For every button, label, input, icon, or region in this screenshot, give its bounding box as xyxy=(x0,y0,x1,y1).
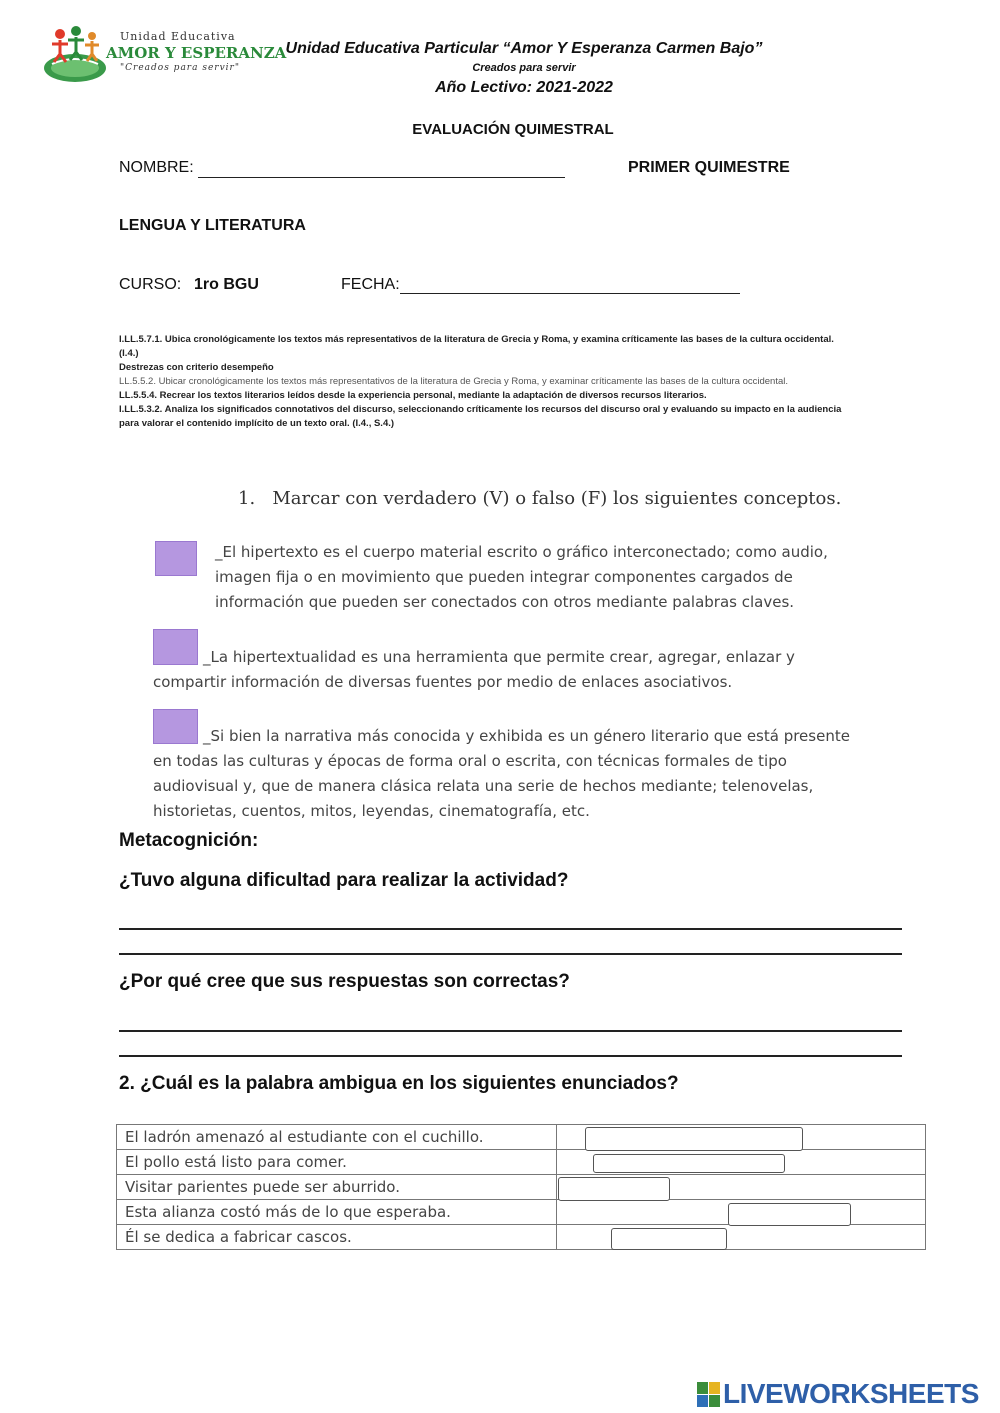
table-row xyxy=(117,1150,926,1175)
criteria-block xyxy=(119,333,909,431)
answer-input-1[interactable] xyxy=(585,1127,803,1151)
item-line: audiovisual y, que de manera clásica relata una serie de hechos mediante; telenovelas, xyxy=(153,777,814,795)
school-name: Unidad Educativa Particular “Amor Y Esperanza Carmen Bajo” xyxy=(285,40,763,57)
criteria-line: LL.5.5.4. Recrear los textos literarios leídos desde la experiencia personal, mediante la adaptación de diversos recursos literarios. xyxy=(119,390,707,401)
name-field[interactable] xyxy=(198,177,565,178)
logo-line-3: "Creados para servir" xyxy=(120,63,240,73)
date-field[interactable] xyxy=(400,293,740,294)
table-row xyxy=(117,1175,926,1200)
question-1-title: 1. Marcar con verdadero (V) o falso (F) los siguientes conceptos. xyxy=(238,488,842,509)
ambiguity-table xyxy=(116,1124,926,1250)
answer-line-4[interactable] xyxy=(119,1055,902,1057)
sentence-cell: Esta alianza costó más de lo que esperaba. xyxy=(117,1200,557,1225)
item-line: _El hipertexto es el cuerpo material escrito o gráfico interconectado; como audio, xyxy=(215,543,828,561)
question-1-item-1 xyxy=(215,540,895,615)
table-row xyxy=(117,1225,926,1250)
school-year: Año Lectivo: 2021-2022 xyxy=(435,79,613,96)
item-line: imagen fija o en movimiento que pueden integrar componentes cargados de xyxy=(215,568,793,586)
metacognition-question-2: ¿Por qué cree que sus respuestas son correctas? xyxy=(119,971,570,992)
answer-box-1[interactable] xyxy=(155,541,197,576)
item-line: _Si bien la narrativa más conocida y exhibida es un género literario que está presente xyxy=(203,727,850,745)
criteria-line: I.LL.5.7.1. Ubica cronológicamente los textos más representativos de la literatura de Grecia y Roma, y examina críticamente las bases de la cultura occidental. xyxy=(119,334,834,345)
sentence-cell: El ladrón amenazó al estudiante con el cuchillo. xyxy=(117,1125,557,1150)
item-line: compartir información de diversas fuentes por medio de enlaces asociativos. xyxy=(153,673,733,691)
term-label: PRIMER QUIMESTRE xyxy=(628,159,790,176)
item-line: en todas las culturas y épocas de forma oral o escrita, con técnicas formales de tipo xyxy=(153,752,787,770)
table-row xyxy=(117,1125,926,1150)
question-2-title: 2. ¿Cuál es la palabra ambigua en los siguientes enunciados? xyxy=(119,1073,679,1094)
question-1-item-2 xyxy=(153,645,893,695)
course-value: 1ro BGU xyxy=(194,276,259,293)
criteria-line: para valorar el contenido implícito de un texto oral. (I.4., S.4.) xyxy=(119,418,395,429)
liveworksheets-brand: LIVEWORKSHEETS xyxy=(723,1378,979,1409)
criteria-line: LL.5.5.2. Ubicar cronológicamente los textos más representativos de la literatura de Grecia y Roma, y examinar críticamente las bases de la cultura occidental. xyxy=(119,376,789,387)
liveworksheets-logo xyxy=(697,1378,997,1412)
metacognition-title: Metacognición: xyxy=(119,830,259,851)
item-line: información que pueden ser conectados con otros mediante palabras claves. xyxy=(215,593,795,611)
metacognition-question-1: ¿Tuvo alguna dificultad para realizar la actividad? xyxy=(119,870,569,891)
sentence-cell: Él se dedica a fabricar cascos. xyxy=(117,1225,557,1250)
item-line: historietas, cuentos, mitos, leyendas, cinematografía, etc. xyxy=(153,802,590,820)
date-label: FECHA: xyxy=(341,276,400,293)
question-1-item-3 xyxy=(153,724,913,824)
answer-line-2[interactable] xyxy=(119,953,902,955)
liveworksheets-mark-icon xyxy=(697,1382,721,1408)
sentence-cell: El pollo está listo para comer. xyxy=(117,1150,557,1175)
subject-label: LENGUA Y LITERATURA xyxy=(119,217,306,234)
answer-line-1[interactable] xyxy=(119,928,902,930)
criteria-line: (I.4.) xyxy=(119,348,139,359)
exam-title: EVALUACIÓN QUIMESTRAL xyxy=(412,121,614,138)
sentence-cell: Visitar parientes puede ser aburrido. xyxy=(117,1175,557,1200)
logo-line-1: Unidad Educativa xyxy=(120,30,236,43)
logo-line-2: AMOR Y ESPERANZA xyxy=(106,44,287,62)
criteria-line: I.LL.5.3.2. Analiza los significados connotativos del discurso, seleccionando críticamente los recursos del discurso oral y evaluando su impacto en la audiencia xyxy=(119,404,842,415)
course-label: CURSO: xyxy=(119,276,182,293)
answer-input-2[interactable] xyxy=(593,1154,785,1173)
criteria-line: Destrezas con criterio desempeño xyxy=(119,362,274,373)
item-line: _La hipertextualidad es una herramienta que permite crear, agregar, enlazar y xyxy=(203,648,795,666)
answer-input-3[interactable] xyxy=(558,1177,670,1201)
answer-input-4[interactable] xyxy=(728,1203,851,1226)
name-label: NOMBRE: xyxy=(119,159,194,176)
school-motto: Creados para servir xyxy=(472,62,576,74)
answer-input-5[interactable] xyxy=(611,1228,727,1250)
answer-line-3[interactable] xyxy=(119,1030,902,1032)
